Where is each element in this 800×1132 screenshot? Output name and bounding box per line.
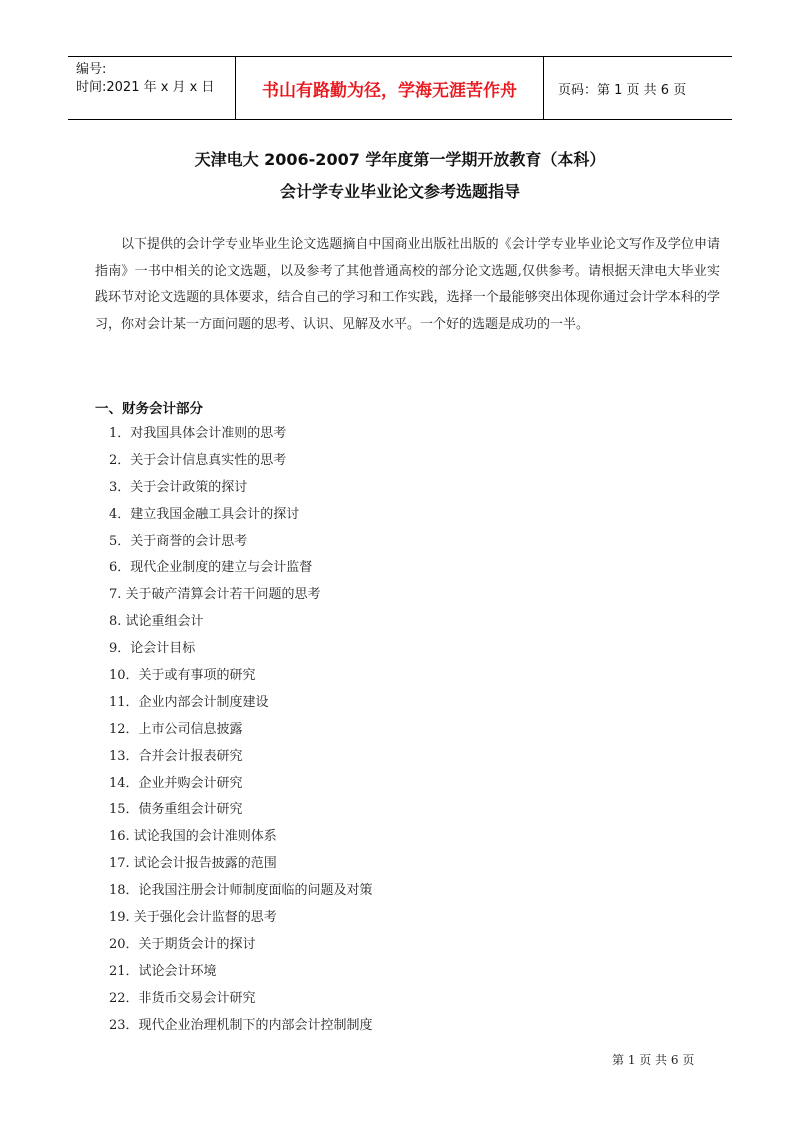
topic-item: 15．债务重组会计研究: [109, 802, 243, 818]
topic-item: 2．关于会计信息真实性的思考: [109, 452, 287, 468]
topic-item: 19. 关于强化会计监督的思考: [109, 910, 277, 926]
topic-item: 21．试论会计环境: [109, 963, 217, 979]
header-meta: [68, 57, 236, 119]
topic-item: 18．论我国注册会计师制度面临的问题及对策: [109, 883, 373, 899]
topic-item: 9．论会计目标: [109, 641, 196, 657]
topic-item: 3．关于会计政策的探讨: [109, 479, 248, 495]
topic-list: [109, 421, 373, 1039]
topic-item: 13．合并会计报表研究: [109, 748, 243, 764]
time-label: 时间:2021 年 x 月 x 日: [76, 80, 215, 95]
topic-item: 22．非货币交易会计研究: [109, 990, 256, 1006]
topic-item: 1．对我国具体会计准则的思考: [109, 426, 287, 441]
document-title-line2: 会计学专业毕业论文参考选题指导: [279, 182, 520, 201]
header-page-label: 页码：第 1 页 共 6 页: [558, 82, 687, 98]
topic-item: 10．关于或有事项的研究: [109, 668, 256, 684]
topic-item: 23．现代企业治理机制下的内部会计控制制度: [109, 1017, 373, 1033]
topic-item: 11．企业内部会计制度建设: [109, 694, 269, 710]
topic-item: 17. 试论会计报告披露的范围: [109, 856, 277, 872]
intro-paragraph: 以下提供的会计学专业毕业生论文选题摘自中国商业出版社出版的《会计学专业毕业论文写作及学位申请指南》一书中相关的论文选题，以及参考了其他普通高校的部分论文选题,仅供参考。请根据天津电大毕业实践环节对论文选题的具体要求，结合自己的学习和工作实践，选择一个最能够突出体现你通过会计学本科的学习，你对会计某一方面问题的思考、认识、见解及水平。一个好的选题是成功的一半。: [95, 237, 720, 332]
section-heading-financial-accounting: 一、财务会计部分: [95, 401, 203, 417]
topic-item: 12．上市公司信息披露: [109, 721, 243, 737]
header-motto: 书山有路勤为径，学海无涯苦作舟: [236, 57, 544, 119]
page-header: [68, 56, 732, 120]
page-footer: 第 1 页 共 6 页: [612, 1053, 695, 1067]
topic-item: 16. 试论我国的会计准则体系: [109, 829, 277, 845]
topic-item: 20．关于期货会计的探讨: [109, 936, 256, 952]
topic-item: 4．建立我国金融工具会计的探讨: [109, 506, 300, 522]
topic-item: 6．现代企业制度的建立与会计监督: [109, 560, 313, 576]
topic-item: 7. 关于破产清算会计若干问题的思考: [109, 587, 321, 603]
topic-item: 14．企业并购会计研究: [109, 775, 243, 791]
topic-item: 5．关于商誉的会计思考: [109, 533, 248, 549]
document-title-line1: 天津电大 2006-2007 学年度第一学期开放教育（本科）: [194, 150, 606, 169]
number-label: 编号:: [76, 62, 107, 77]
topic-item: 8. 试论重组会计: [109, 614, 204, 630]
